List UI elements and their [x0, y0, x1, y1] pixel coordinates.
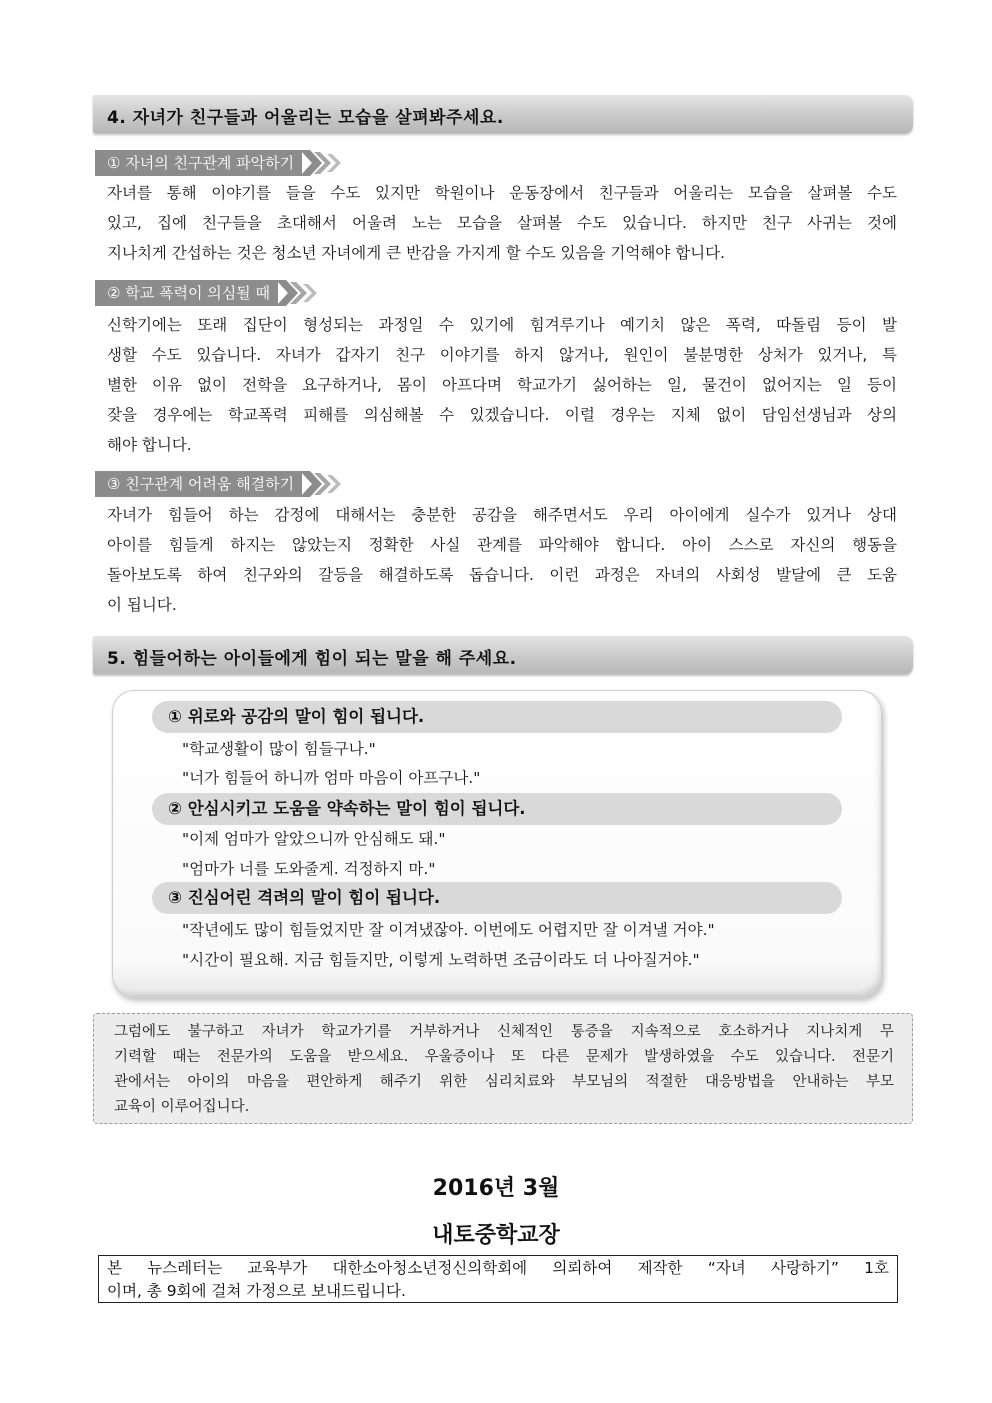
section-5-header — [93, 636, 913, 674]
tip-heading-comfort: ① 위로와 공감의 말이 힘이 됩니다. — [152, 701, 842, 733]
text-line: 기력할 때는 전문가의 도움을 받으세요. 우울증이나 또 다른 문제가 발생하였을 수도 있습니다. 전문기 — [114, 1049, 894, 1065]
text-line: 돌아보도록 하여 친구와의 갈등을 해결하도록 돕습니다. 이런 과정은 자녀의 사회성 발달에 큰 도움 — [107, 566, 897, 584]
tip-quote: "작년에도 많이 힘들었지만 잘 이겨냈잖아. 이번에도 어렵지만 잘 이겨낼 거야." — [182, 921, 715, 939]
text-line: 해야 합니다. — [107, 436, 192, 454]
text-line: 별한 이유 없이 전학을 요구하거나, 몸이 아프다며 학교가기 싫어하는 일, 물건이 없어지는 일 등이 — [107, 376, 897, 394]
chevron-arrows-icon — [276, 280, 326, 306]
text-line: 이 됩니다. — [107, 596, 177, 614]
text-line: 본 뉴스레터는 교육부가 대한소아청소년정신의학회에 의뢰하여 제작한 “자녀 사랑하기” 1호 — [107, 1259, 889, 1277]
text-line: 교육이 이루어집니다. — [114, 1099, 250, 1115]
paragraph-friend-relations — [107, 178, 897, 268]
text-line: 신학기에는 또래 집단이 형성되는 과정일 수 있기에 힘겨루기나 예기치 않은 폭력, 따돌림 등이 발 — [107, 316, 897, 334]
text-line: 생할 수도 있습니다. 자녀가 갑자기 친구 이야기를 하지 않거나, 원인이 불분명한 상처가 있거나, 특 — [107, 346, 897, 364]
tip-quote: "너가 힘들어 하니까 엄마 마음이 아프구나." — [182, 769, 481, 787]
subtab-friend-relations — [95, 150, 350, 176]
subtab-label: ① 자녀의 친구관계 파악하기 — [95, 150, 302, 176]
paragraph-resolve-difficulties — [107, 500, 897, 620]
section-4-title: 4. 자녀가 친구들과 어울리는 모습을 살펴봐주세요. — [107, 108, 504, 128]
subtab-resolve-difficulties — [95, 471, 350, 497]
text-line: 아이를 힘들게 하지는 않았는지 정확한 사실 관계를 파악해야 합니다. 아이 스스로 자신의 행동을 — [107, 536, 897, 554]
text-line: 있고, 집에 친구들을 초대해서 어울려 노는 모습을 살펴볼 수도 있습니다. 하지만 친구 사귀는 것에 — [107, 214, 897, 232]
professional-help-notice — [93, 1013, 913, 1124]
tip-quote: "학교생활이 많이 힘들구나." — [182, 740, 376, 758]
text-line: 잦을 경우에는 학교폭력 피해를 의심해볼 수 있겠습니다. 이럴 경우는 지체 없이 담임선생님과 상의 — [107, 406, 897, 424]
text-line: 자녀가 힘들어 하는 감정에 대해서는 충분한 공감을 해주면서도 우리 아이에게 실수가 있거나 상대 — [107, 506, 897, 524]
principal-signature: 내토중학교장 — [432, 1223, 560, 1248]
tip-heading-encourage: ③ 진심어린 격려의 말이 힘이 됩니다. — [152, 882, 842, 914]
tip-quote: "이제 엄마가 알았으니까 안심해도 돼." — [182, 830, 446, 848]
text-line: 그럼에도 불구하고 자녀가 학교가기를 거부하거나 신체적인 통증을 지속적으로 호소하거나 지나치게 무 — [114, 1024, 894, 1040]
text-line: 이며, 총 9회에 걸쳐 가정으로 보내드립니다. — [107, 1282, 406, 1300]
subtab-label: ② 학교 폭력이 의심될 때 — [95, 280, 278, 306]
newsletter-footnote — [98, 1255, 898, 1303]
subtab-label: ③ 친구관계 어려움 해결하기 — [95, 471, 302, 497]
paragraph-school-violence — [107, 310, 897, 460]
chevron-arrows-icon — [300, 150, 350, 176]
chevron-arrows-icon — [300, 471, 350, 497]
tip-quote: "엄마가 너를 도와줄게. 걱정하지 마." — [182, 860, 436, 878]
text-line: 지나치게 간섭하는 것은 청소년 자녀에게 큰 반감을 가지게 할 수도 있음을 기억해야 합니다. — [107, 244, 726, 262]
issue-date: 2016년 3월 — [432, 1176, 560, 1201]
section-4-header — [93, 95, 913, 133]
text-line: 관에서는 아이의 마음을 편안하게 해주기 위한 심리치료와 부모님의 적절한 대응방법을 안내하는 부모 — [114, 1074, 894, 1090]
tip-quote: "시간이 필요해. 지금 힘들지만, 이렇게 노력하면 조금이라도 더 나아질거야." — [182, 951, 700, 969]
subtab-school-violence — [95, 280, 326, 306]
tip-heading-reassure: ② 안심시키고 도움을 약속하는 말이 힘이 됩니다. — [152, 793, 842, 825]
section-5-title: 5. 힘들어하는 아이들에게 힘이 되는 말을 해 주세요. — [107, 649, 517, 669]
text-line: 자녀를 통해 이야기를 들을 수도 있지만 학원이나 운동장에서 친구들과 어울리는 모습을 살펴볼 수도 — [107, 184, 897, 202]
